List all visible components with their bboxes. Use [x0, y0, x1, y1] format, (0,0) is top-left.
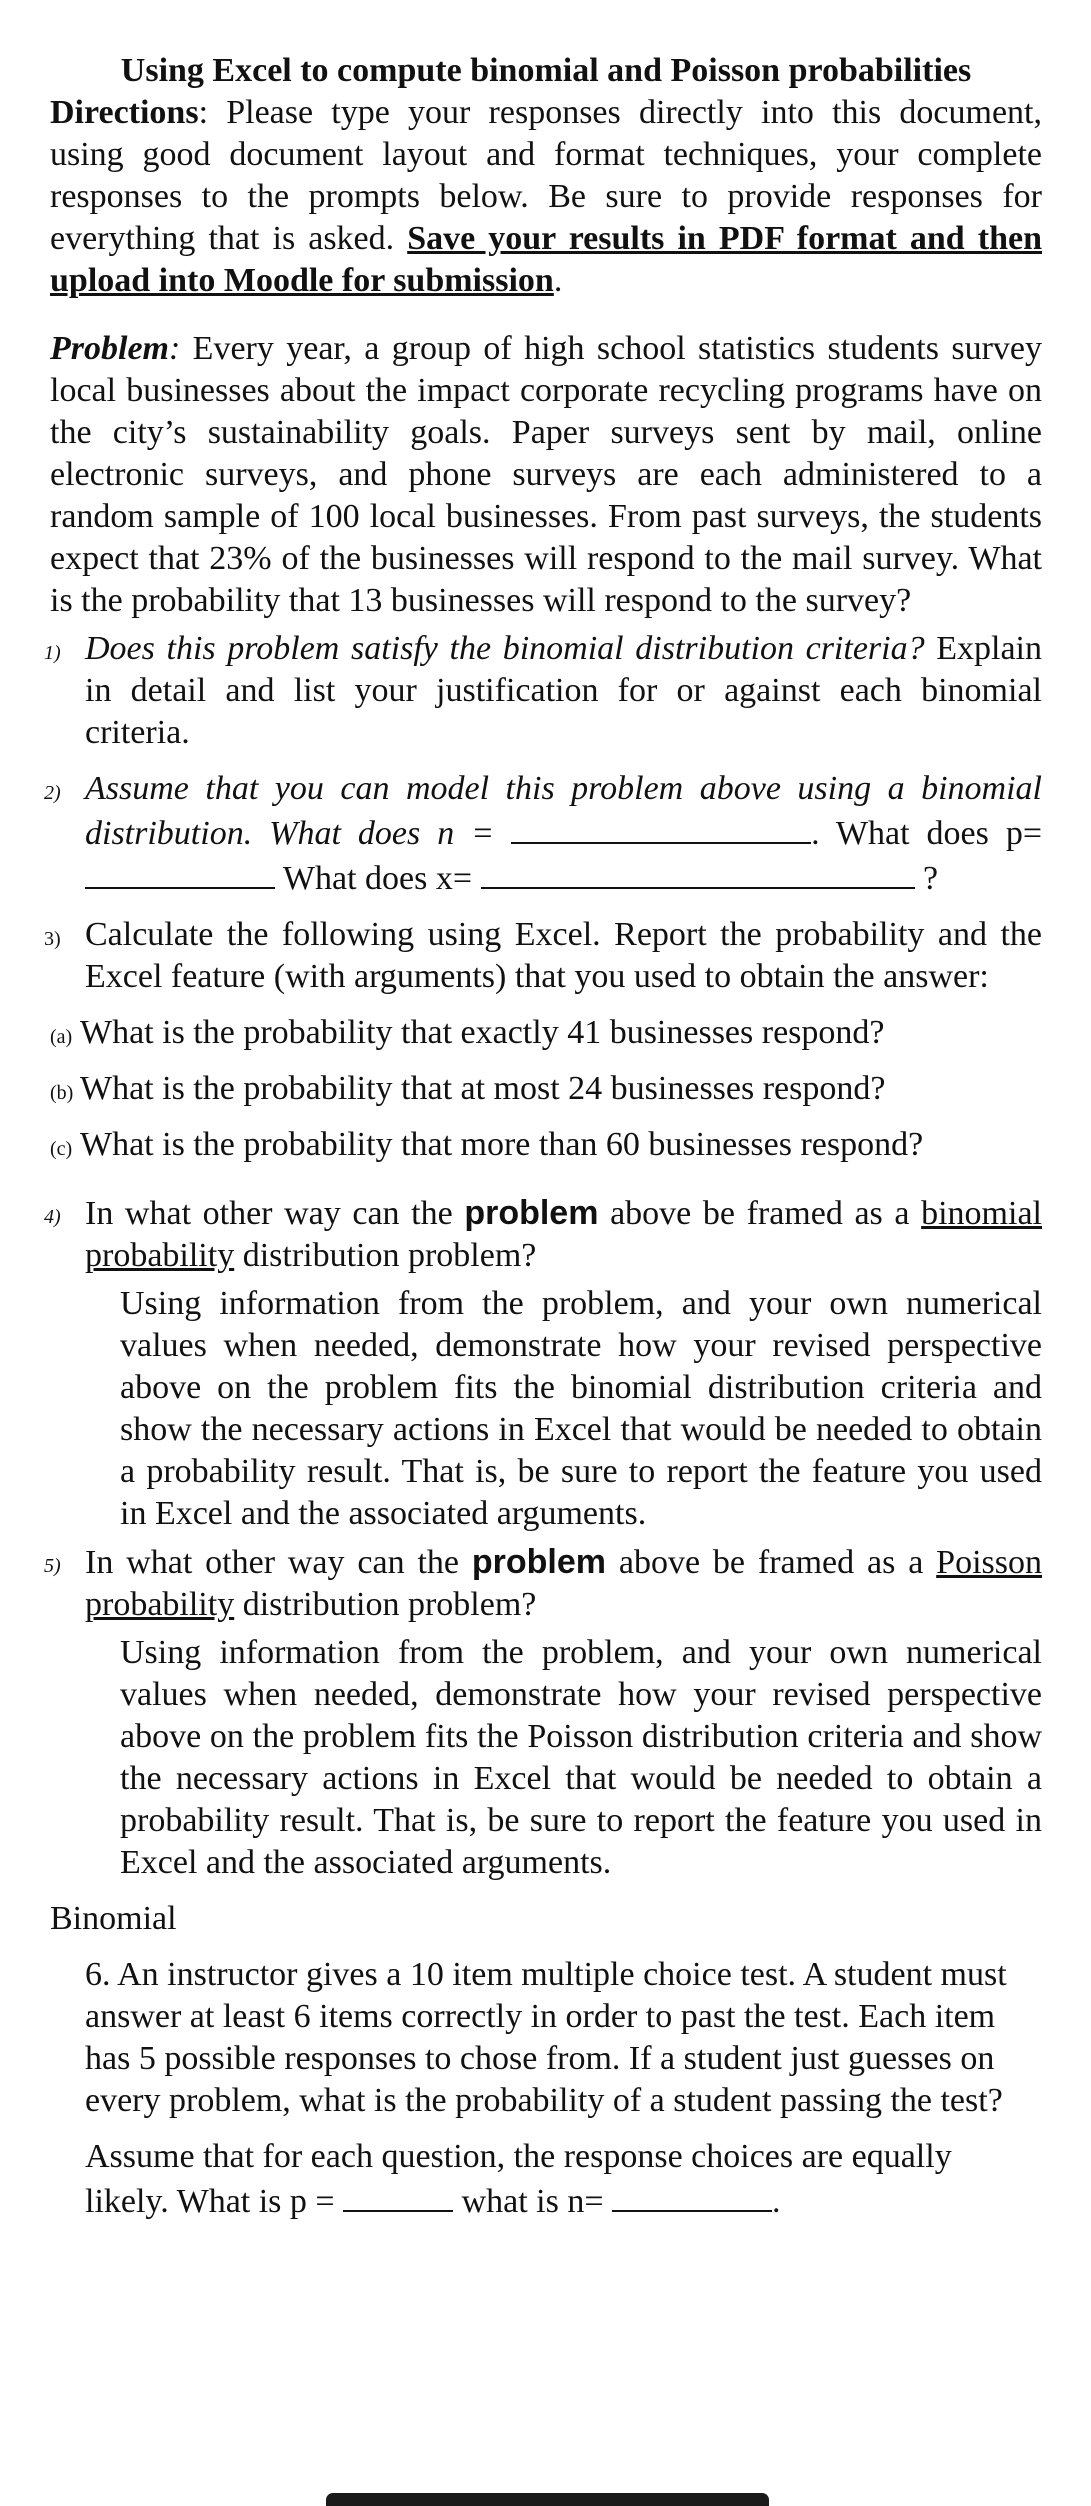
question-6: 6. An instructor gives a 10 item multiple choice test. A student must answer at least 6 items correctly in order to past the test. Each item has 5 possible responses to chose from. If a student just guesses on every problem, what is the probability of a student passing the test?: [85, 1956, 1007, 2119]
question-4: 4) In what other way can the problem above be framed as a binomial probability distribution problem?: [44, 1194, 1042, 1274]
question-5-number: 5): [44, 1555, 61, 1577]
question-3a: (a) What is the probability that exactly 41 businesses respond?: [50, 1012, 1042, 1054]
question-3c: (c) What is the probability that more than 60 businesses respond?: [50, 1124, 1042, 1166]
n-answer-blank[interactable]: [511, 810, 811, 844]
document-page: [44, 50, 1042, 2223]
question-2-number: 2): [44, 782, 61, 804]
problem-label: Problem: [50, 330, 169, 367]
question-3-number: 3): [44, 928, 61, 950]
section-label-binomial: Binomial: [50, 1900, 177, 1937]
question-3b: (b) What is the probability that at most 24 businesses respond?: [50, 1068, 1042, 1110]
question-2: 2) Assume that you can model this problem above using a binomial distribution. What does n = . What does p= What does x= ?: [44, 770, 1042, 897]
question-4-detail: Using information from the problem, and your own numerical values when needed, demonstrate how your revised perspective above on the problem fits the binomial distribution criteria and show the necessary actions in Excel that would be needed to obtain a probability result. That is, be sure to report the feature you used in Excel and the associated arguments.: [120, 1285, 1042, 1532]
question-1-italic: Does this problem satisfy the binomial distribution criteria?: [85, 630, 925, 667]
directions-emphasis: Save your results in PDF format and then upload into Moodle for submission: [50, 220, 1042, 299]
question-3: [44, 914, 1042, 998]
question-1-number: 1): [44, 642, 61, 664]
directions-text: : Please type your responses directly into this document, using good document layout and format techniques, your complete responses to the prompts below. Be sure to provide responses for everything that is asked.: [50, 94, 1042, 257]
question-1: [44, 628, 1042, 754]
q6-n-answer-blank[interactable]: [612, 2178, 772, 2212]
p-answer-blank[interactable]: [85, 855, 275, 889]
question-6-assume: Assume that for each question, the response choices are equally likely. What is p = what is n= .: [85, 2138, 952, 2220]
q6-p-answer-blank[interactable]: [343, 2178, 453, 2212]
question-3b-number: (b): [50, 1082, 74, 1104]
home-indicator-bar[interactable]: [326, 2493, 769, 2506]
question-5-detail: Using information from the problem, and your own numerical values when needed, demonstrate how your revised perspective above on the problem fits the Poisson distribution criteria and show the necessary actions in Excel that would be needed to obtain a probability result. That is, be sure to report the feature you used in Excel and the associated arguments.: [120, 1634, 1042, 1881]
question-3c-number: (c): [50, 1138, 73, 1160]
problem-paragraph: Problem: Every year, a group of high school statistics students survey local businesses about the impact corporate recycling programs have on the city’s sustainability goals. Paper surveys sent by mail, online electronic surveys, and phone surveys are each administered to a random sample of 100 local businesses. From past surveys, the students expect that 23% of the businesses will respond to the mail survey. What is the probability that 13 businesses will respond to the survey?: [50, 330, 1042, 619]
question-4-number: 4): [44, 1206, 61, 1228]
document-title: Using Excel to compute binomial and Poisson probabilities: [120, 52, 972, 89]
x-answer-blank[interactable]: [481, 855, 915, 889]
question-2-italic: Assume that you can model this problem above using a binomial distribution. What does n =: [85, 770, 1042, 852]
question-3a-number: (a): [50, 1026, 73, 1048]
question-5: 5) In what other way can the problem above be framed as a Poisson probability distribution problem?: [44, 1543, 1042, 1623]
question-1-text: Explain in detail and list your justification for or against each binomial criteria.: [85, 630, 1042, 751]
question-3-text: Calculate the following using Excel. Report the probability and the Excel feature (with arguments) that you used to obtain the answer:: [85, 916, 1042, 995]
problem-text: Every year, a group of high school statistics students survey local businesses about the impact corporate recycling programs have on the city’s sustainability goals. Paper surveys sent by mail, online electronic surveys, and phone surveys are each administered to a random sample of 100 local businesses. From past surveys, the students expect that 23% of the businesses will respond to the mail survey. What is the probability that 13 businesses will respond to the survey?: [50, 330, 1042, 619]
directions-label: Directions: [50, 94, 199, 131]
directions-paragraph: Directions: Please type your responses directly into this document, using good document layout and format techniques, your complete responses to the prompts below. Be sure to provide responses for everything that is asked. Save your results in PDF format and then upload into Moodle for submission.: [50, 94, 1042, 299]
